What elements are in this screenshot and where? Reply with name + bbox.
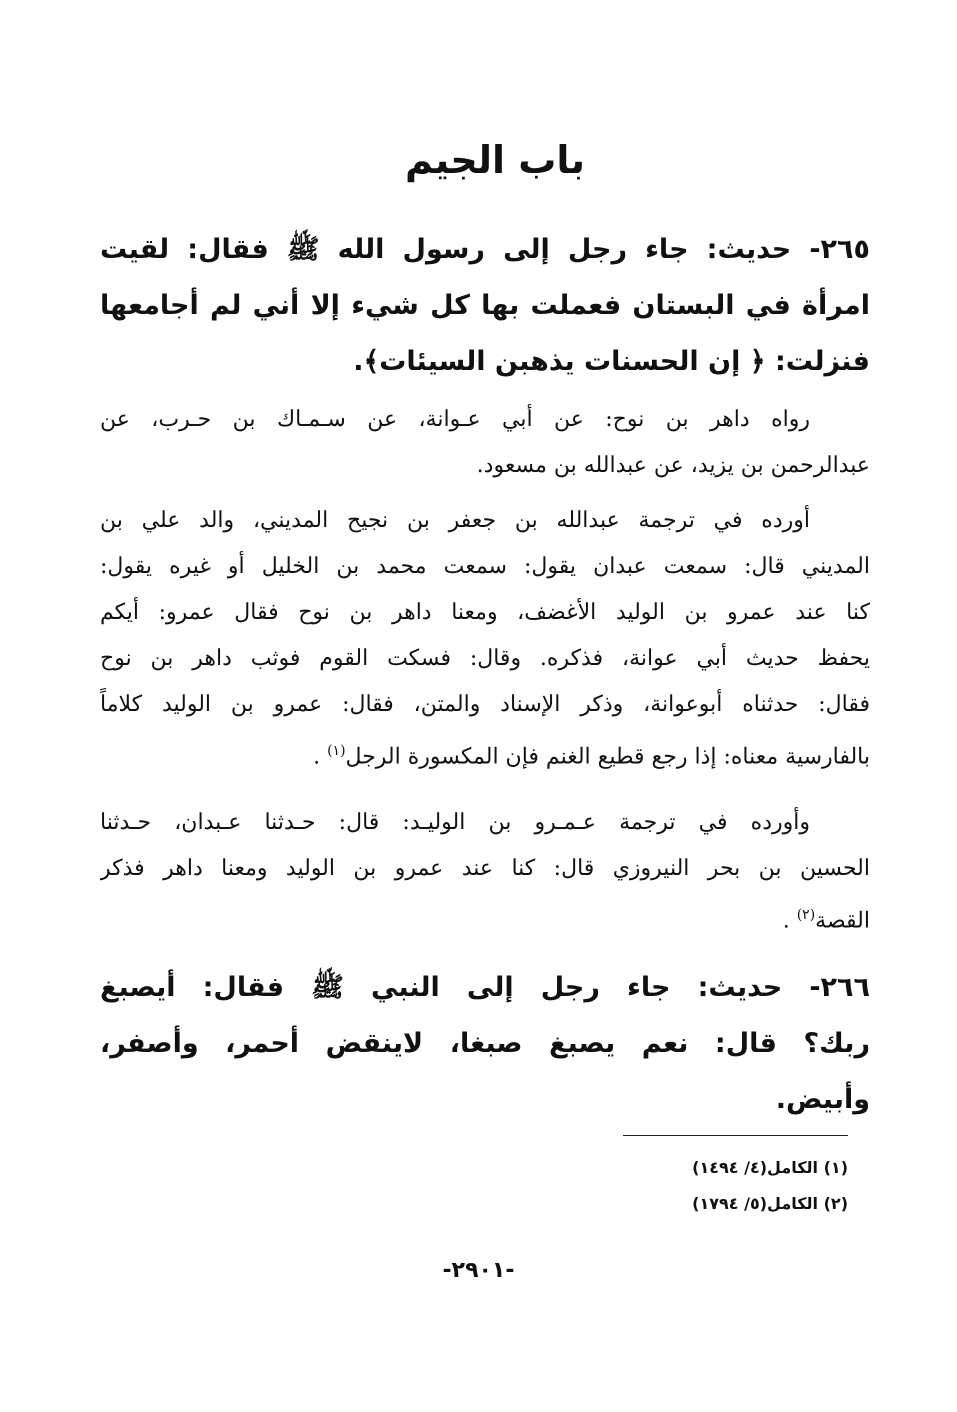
footnote-divider: [623, 1135, 848, 1136]
hadith-265-line: فنزلت: ﴿ إن الحسنات يذهبن السيئات﴾.: [353, 346, 870, 377]
paragraph-line: أورده في ترجمة عبدالله بن جعفر بن نجيح المديني، والد علي بن: [100, 508, 810, 533]
paragraph-line-text: بالفارسية معناه: إذا رجع قطيع الغنم فإن المكسورة الرجل: [345, 744, 870, 770]
paragraph-line: عبدالرحمن بن يزيد، عن عبدالله بن مسعود.: [476, 453, 870, 478]
hadith-265-line: ٢٦٥- حديث: جاء رجل إلى رسول الله ﷺ فقال: لقيت: [100, 234, 870, 265]
sentence-end: .: [313, 744, 321, 770]
hadith-266-line: ٢٦٦- حديث: جاء رجل إلى النبي ﷺ فقال: أيصبغ: [100, 972, 870, 1003]
paragraph-line-text: القصة: [815, 908, 870, 934]
paragraph-narration: [100, 397, 870, 489]
paragraph-line: يحفظ حديث أبي عوانة، فذكره. وقال: فسكت القوم فوثب داهر بن نوح: [100, 646, 870, 671]
paragraph-line: كنا عند عمرو بن الوليد الأغضف، ومعنا داهر بن نوح فقال عمرو: أيكم: [100, 600, 870, 625]
chapter-title: باب الجيم: [405, 138, 585, 182]
paragraph-line: المديني قال: سمعت عبدان يقول: سمعت محمد بن الخليل أو غيره يقول:: [100, 554, 870, 579]
footnote-ref-1[interactable]: (١): [327, 743, 346, 759]
paragraph-biography-abdullah: [100, 498, 870, 774]
footnotes: [500, 1150, 848, 1222]
footnote-2: (٢) الكامل(٥/ ١٧٩٤): [692, 1194, 848, 1213]
hadith-266-line: ربك؟ قال: نعم يصبغ صبغا، لاينقض أحمر، وأصفر،: [100, 1028, 870, 1059]
paragraph-line: وأورده في ترجمة عـمـرو بن الوليـد: قال: حـدثنا عـبدان، حـدثنا: [100, 810, 810, 835]
page-number: -٢٩٠١-: [442, 1258, 515, 1283]
hadith-265: [100, 222, 870, 390]
paragraph-last-line: [100, 892, 870, 938]
paragraph-last-line: [100, 728, 870, 774]
hadith-266-line: وأبيض.: [775, 1084, 870, 1115]
paragraph-line: الحسين بن بحر النيروزي قال: كنا عند عمرو بن الوليد ومعنا داهر فذكر: [100, 856, 870, 881]
hadith-265-line: امرأة في البستان فعملت بها كل شيء إلا أني لم أجامعها: [100, 290, 870, 321]
footnote-ref-2[interactable]: (٢): [796, 907, 816, 923]
hadith-266: [100, 960, 870, 1128]
paragraph-line: فقال: حدثناه أبوعوانة، وذكر الإسناد والمتن، فقال: عمرو بن الوليد كلاماً: [100, 692, 870, 717]
sentence-end: .: [782, 908, 790, 934]
paragraph-line: رواه داهر بن نوح: عن أبي عـوانة، عن سـمـاك بن حـرب، عن: [100, 407, 810, 432]
paragraph-biography-amr: [100, 800, 870, 938]
footnote-1: (١) الكامل(٤/ ١٤٩٤): [692, 1158, 848, 1177]
